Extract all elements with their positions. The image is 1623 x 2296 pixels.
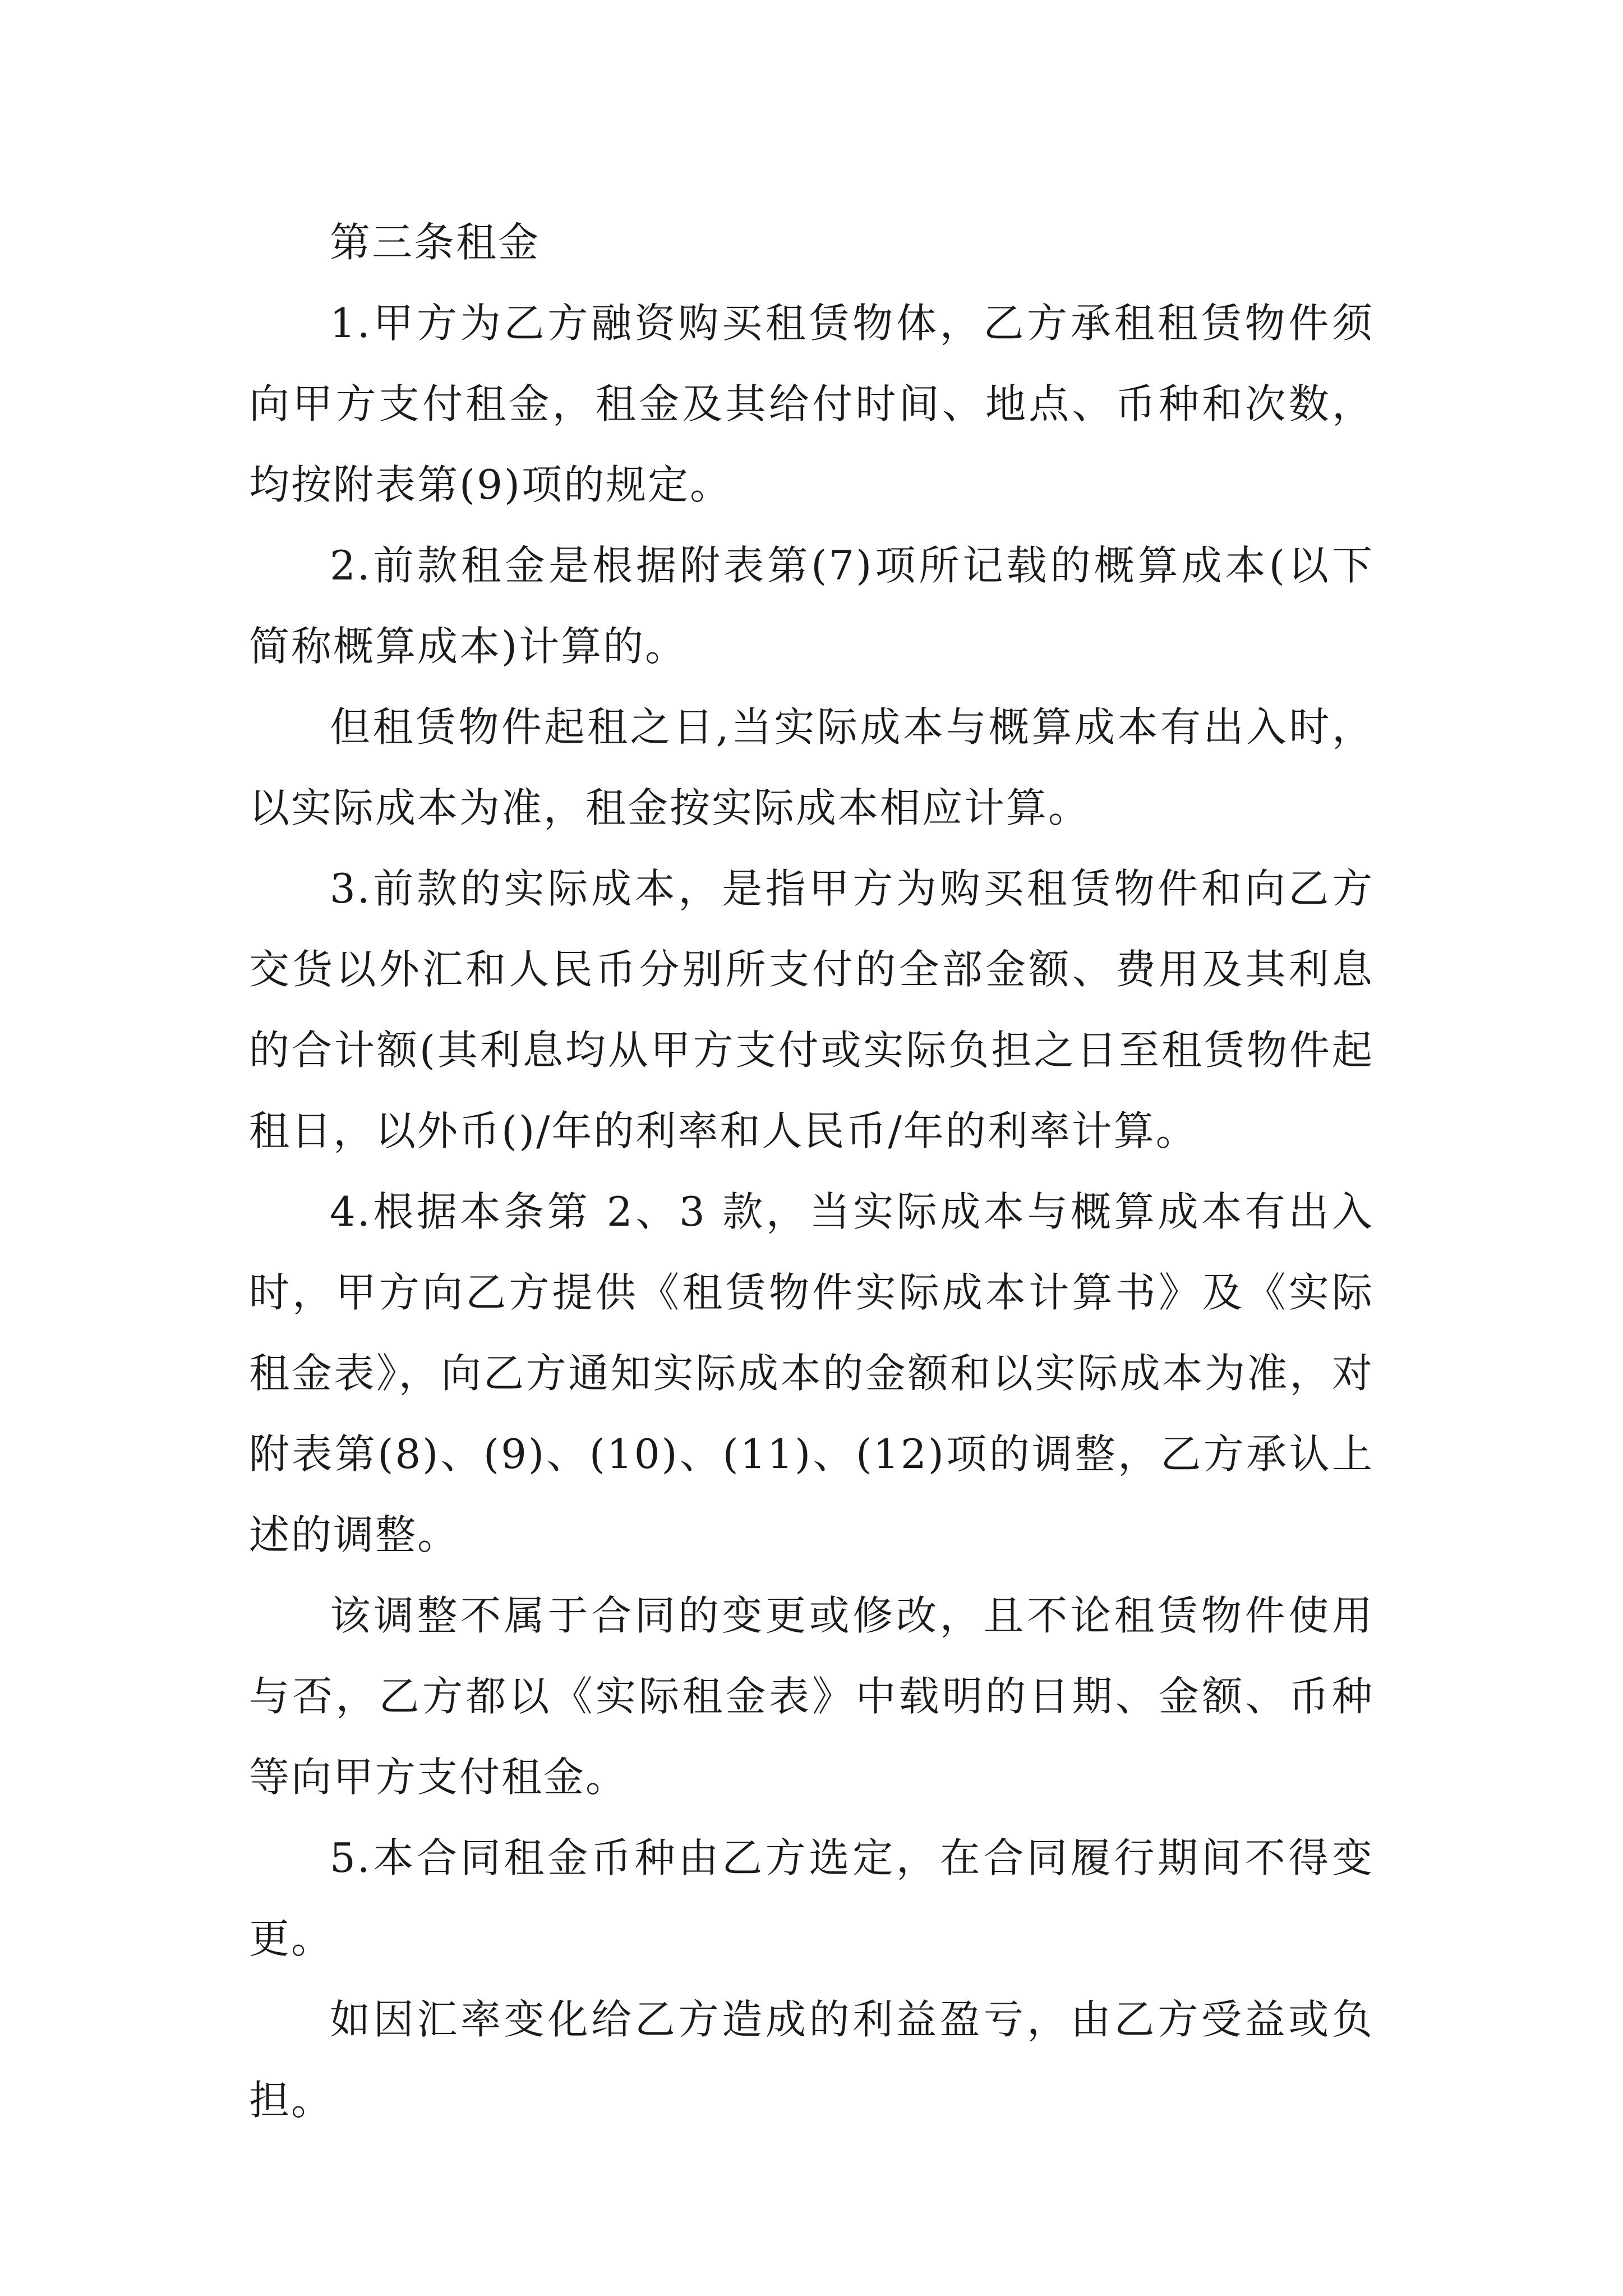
paragraph-clause-5-note: 如因汇率变化给乙方造成的利益盈亏，由乙方受益或负担。 xyxy=(249,1996,1374,2124)
section-heading: 第三条租金 xyxy=(330,219,541,266)
paragraph-clause-1: 1.甲方为乙方融资购买租赁物体，乙方承租租赁物件须向甲方支付租金，租金及其给付时间、地点、币种和次数，均按附表第(9)项的规定。 xyxy=(249,300,1374,508)
paragraph-clause-4-note: 该调整不属于合同的变更或修改，且不论租赁物件使用与否，乙方都以《实际租金表》中载明的日期、金额、币种等向甲方支付租金。 xyxy=(249,1592,1374,1801)
paragraph-clause-3: 3.前款的实际成本，是指甲方为购买租赁物件和向乙方交货以外汇和人民币分别所支付的全部金额、费用及其利息的合计额(其利息均从甲方支付或实际负担之日至租赁物件起租日，以外币()/年的利率和人民币/年的利率计算。 xyxy=(249,865,1374,1154)
paragraph-clause-2-note: 但租赁物件起租之日,当实际成本与概算成本有出入时，以实际成本为准，租金按实际成本相应计算。 xyxy=(249,703,1374,831)
paragraph-clause-5: 5.本合同租金币种由乙方选定，在合同履行期间不得变更。 xyxy=(249,1834,1374,1962)
paragraph-clause-4: 4.根据本条第 2、3 款，当实际成本与概算成本有出入时，甲方向乙方提供《租赁物件实际成本计算书》及《实际租金表》，向乙方通知实际成本的金额和以实际成本为准，对附表第(8)、(9)、(10)、(11)、(12)项的调整，乙方承认上述的调整。 xyxy=(249,1188,1374,1558)
document-body xyxy=(249,202,1374,2141)
paragraph-clause-2: 2.前款租金是根据附表第(7)项所记载的概算成本(以下简称概算成本)计算的。 xyxy=(249,542,1374,670)
